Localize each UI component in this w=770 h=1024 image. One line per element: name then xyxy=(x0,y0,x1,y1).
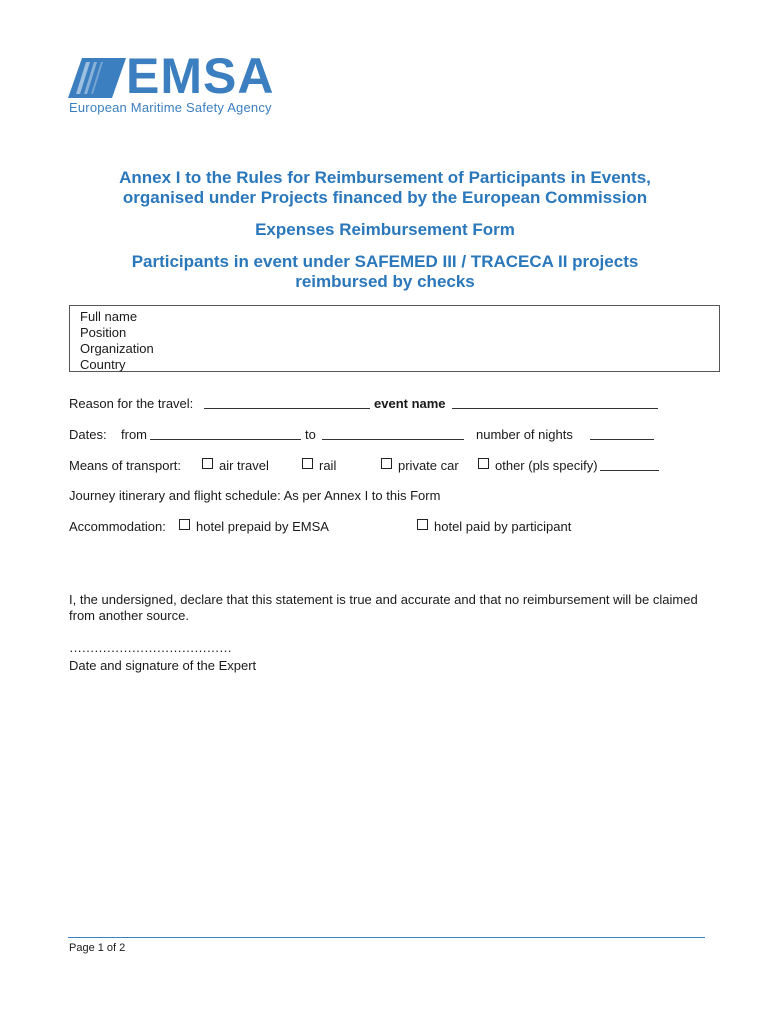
hotel-paid-label: hotel paid by participant xyxy=(434,519,572,534)
annex-title-line2: organised under Projects financed by the European Commission xyxy=(122,188,648,207)
agency-name: European Maritime Safety Agency xyxy=(69,100,272,115)
rail-checkbox[interactable] xyxy=(302,458,313,469)
reason-label: Reason for the travel: xyxy=(69,396,194,411)
footer-divider xyxy=(68,937,705,938)
to-label: to xyxy=(305,427,316,442)
page-number: Page 1 of 2 xyxy=(69,942,126,954)
dates-label: Dates: xyxy=(69,427,107,442)
reason-input-line[interactable] xyxy=(204,407,370,409)
other-transport-label: other (pls specify) xyxy=(495,458,598,473)
hotel-prepaid-checkbox[interactable] xyxy=(179,519,190,530)
field-country: Country xyxy=(80,357,126,372)
journey-text: Journey itinerary and flight schedule: As per Annex I to this Form xyxy=(69,488,441,503)
signature-label: Date and signature of the Expert xyxy=(69,658,257,673)
to-input-line[interactable] xyxy=(322,438,464,440)
event-name-input-line[interactable] xyxy=(452,407,658,409)
other-transport-input-line[interactable] xyxy=(600,469,659,471)
annex-title-line1: Annex I to the Rules for Reimbursement of Participants in Events, xyxy=(119,168,651,187)
participants-title-line1: Participants in event under SAFEMED III / TRACECA II projects xyxy=(131,252,639,271)
hotel-paid-checkbox[interactable] xyxy=(417,519,428,530)
emsa-wordmark: EMSA xyxy=(126,48,275,104)
hotel-prepaid-label: hotel prepaid by EMSA xyxy=(196,519,329,534)
event-name-label: event name xyxy=(374,396,446,411)
air-travel-label: air travel xyxy=(219,458,269,473)
other-transport-checkbox[interactable] xyxy=(478,458,489,469)
accommodation-label: Accommodation: xyxy=(69,519,166,534)
private-car-checkbox[interactable] xyxy=(381,458,392,469)
participants-title-line2: reimbursed by checks xyxy=(295,272,475,291)
transport-label: Means of transport: xyxy=(69,458,181,473)
emsa-logo-mark-icon xyxy=(68,58,126,98)
from-input-line[interactable] xyxy=(150,438,301,440)
rail-label: rail xyxy=(319,458,337,473)
from-label: from xyxy=(121,427,147,442)
private-car-label: private car xyxy=(398,458,459,473)
form-title: Expenses Reimbursement Form xyxy=(255,220,515,239)
field-full-name: Full name xyxy=(80,309,138,324)
signature-line[interactable]: ………………………………… xyxy=(69,640,232,655)
nights-input-line[interactable] xyxy=(590,438,654,440)
identity-box[interactable] xyxy=(69,305,720,372)
declaration-line2: from another source. xyxy=(69,608,189,623)
air-travel-checkbox[interactable] xyxy=(202,458,213,469)
field-organization: Organization xyxy=(80,341,154,356)
nights-label: number of nights xyxy=(476,427,573,442)
field-position: Position xyxy=(80,325,127,340)
declaration-line1: I, the undersigned, declare that this statement is true and accurate and that no reimbursement will be claimed xyxy=(69,592,698,607)
